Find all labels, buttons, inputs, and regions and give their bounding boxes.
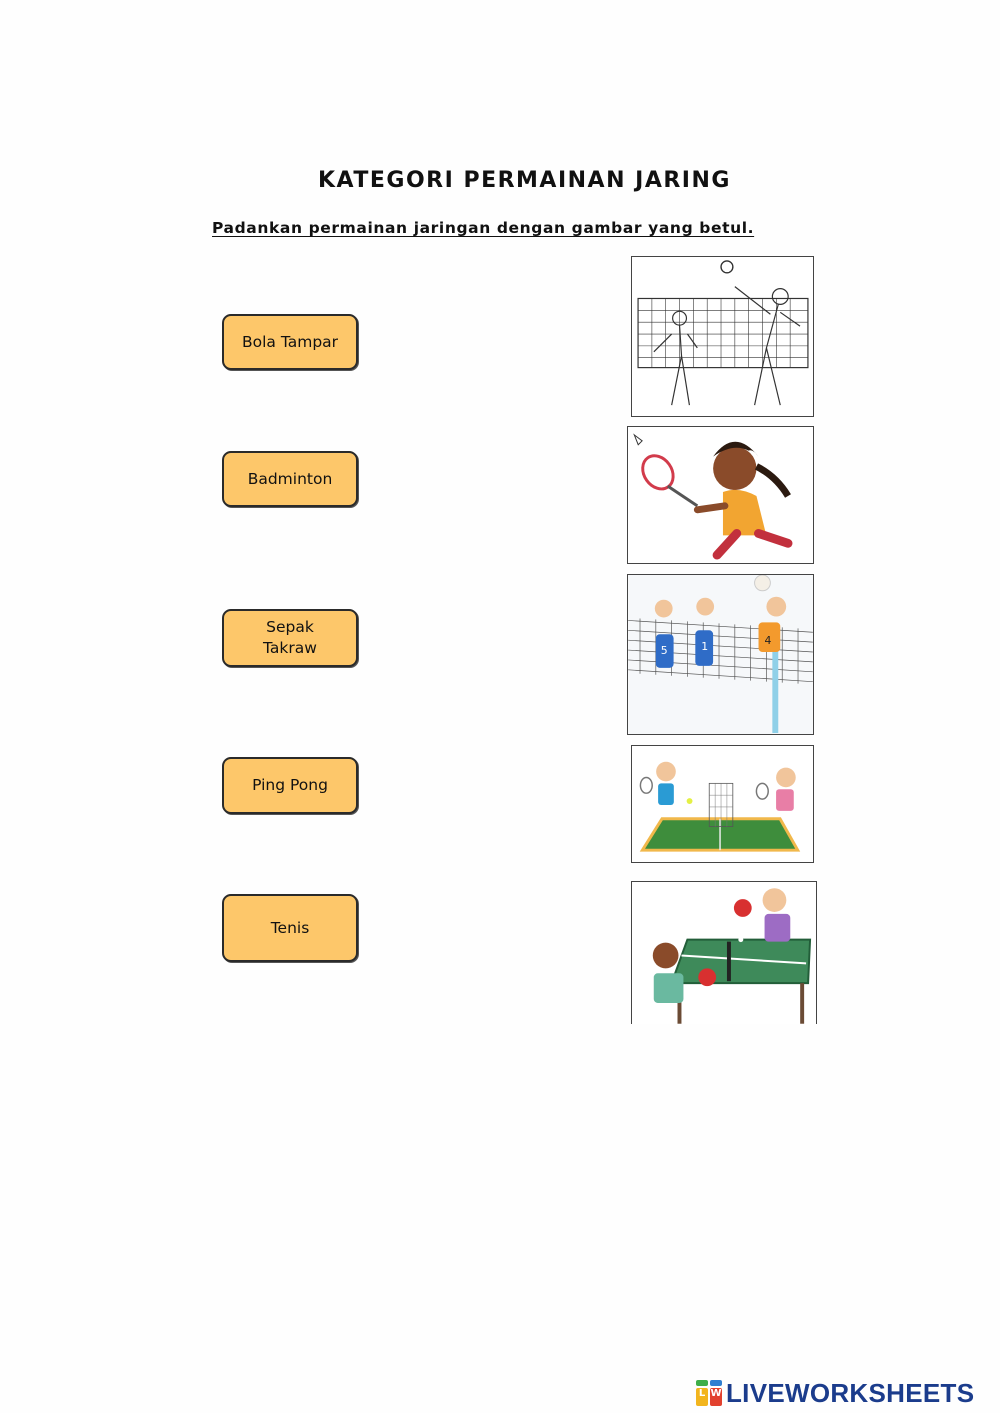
- label-text: Badminton: [247, 469, 333, 488]
- tennis-illustration: [632, 746, 813, 862]
- ping-pong-illustration: [632, 882, 816, 1024]
- badminton-picture[interactable]: [627, 426, 814, 564]
- logo-mark-letter: L: [696, 1388, 708, 1406]
- label-ping-pong[interactable]: [222, 757, 358, 814]
- logo-mark-icon: [696, 1380, 722, 1406]
- label-text: Bola Tampar: [241, 332, 339, 351]
- logo-mark-letter: W: [710, 1388, 722, 1406]
- tennis-picture[interactable]: [631, 745, 814, 863]
- jersey-number: 4: [764, 634, 772, 648]
- logo-text: LIVEWORKSHEETS: [726, 1377, 975, 1408]
- worksheet-title: KATEGORI PERMAINAN JARING: [318, 168, 731, 193]
- label-bola-tampar[interactable]: [222, 314, 358, 370]
- label-text: Tenis: [270, 918, 310, 937]
- label-badminton[interactable]: [222, 451, 358, 507]
- sepak-takraw-illustration: [632, 257, 813, 416]
- volleyball-picture[interactable]: [627, 574, 814, 735]
- label-text: Sepak Takraw: [263, 618, 317, 657]
- instruction-text: Padankan permainan jaringan dengan gambar yang betul.: [212, 219, 755, 237]
- jersey-number: 5: [660, 644, 668, 658]
- label-text: Ping Pong: [252, 776, 328, 794]
- label-sepak-takraw[interactable]: [222, 609, 358, 667]
- ping-pong-picture[interactable]: [631, 881, 817, 1024]
- badminton-illustration: [628, 427, 813, 563]
- jersey-number: 1: [701, 640, 709, 654]
- sepak-takraw-picture[interactable]: [631, 256, 814, 417]
- volleyball-illustration: [628, 575, 813, 734]
- liveworksheets-logo: [696, 1377, 994, 1409]
- label-tenis[interactable]: [222, 894, 358, 962]
